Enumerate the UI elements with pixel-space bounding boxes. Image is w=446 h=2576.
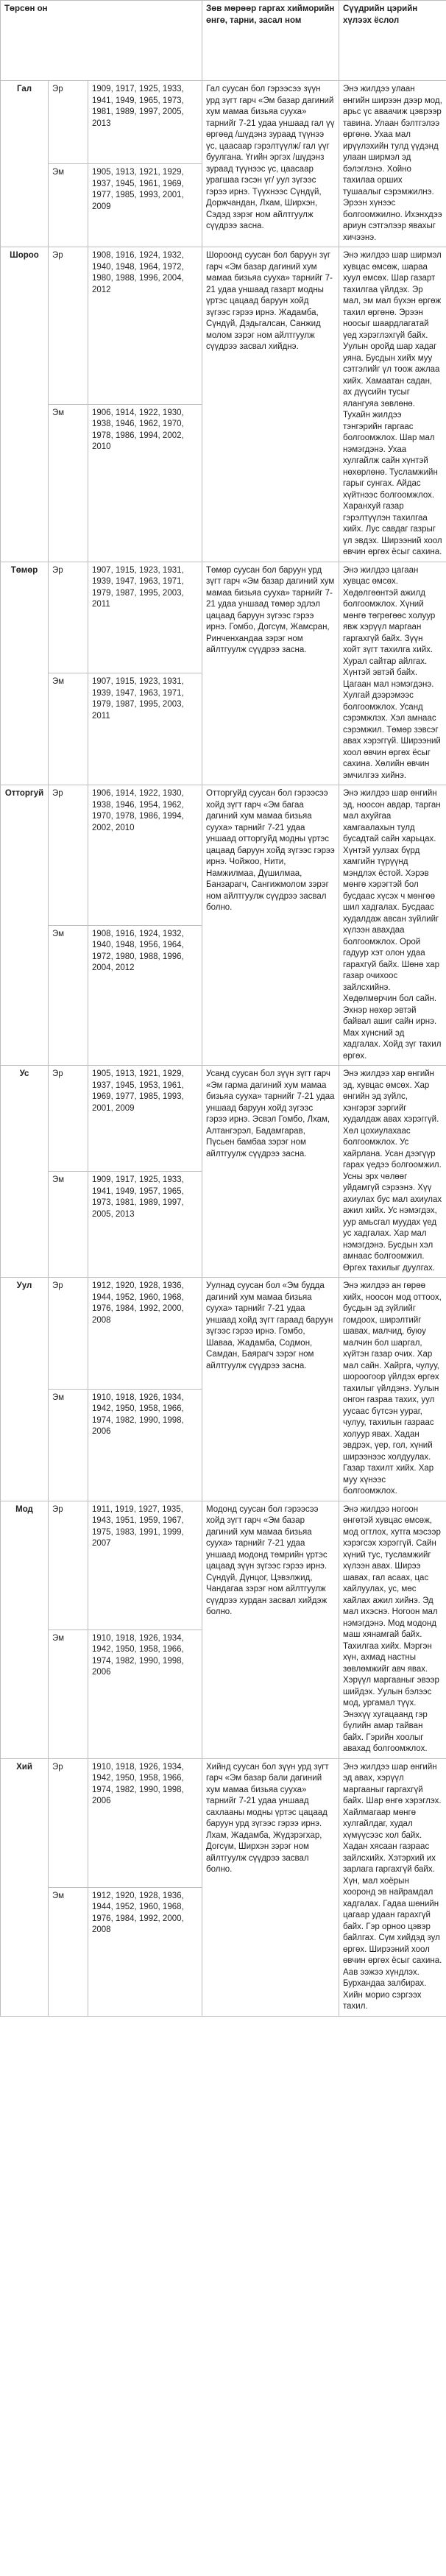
element-row-male (1, 562, 446, 673)
element-name: Шороо (1, 247, 49, 562)
years-male: 1909, 1917, 1925, 1933, 1941, 1949, 1965, 1973, 1981, 1989, 1997, 2005, 2013 (88, 81, 202, 164)
gender-label-male: Эр (49, 247, 88, 405)
element-row-male (1, 247, 446, 405)
years-female: 1905, 1913, 1921, 1929, 1937, 1945, 1961, 1969, 1977, 1985, 1993, 2001, 2009 (88, 164, 202, 247)
years-female: 1910, 1918, 1926, 1934, 1942, 1950, 1958, 1966, 1974, 1982, 1990, 1998, 2006 (88, 1389, 202, 1501)
ritual-description: Отторгуйд суусан бол гэрээсээ хойд зүгт гарч «Эм багаа дагиний хум мамаа бизьяа сууха» тарнийг 7-21 удаа уншаад отторгуйд модны үртэс цацаад баруун хойд зүгээс гэрээ ирнэ. Чойжоо, Нити, Намжилмаа, Дүшилмаа, Банзарагч, Сангижмолом зэрэг ном айлтгуулж сүүдрээ засвал болно. (202, 785, 339, 1066)
gender-label-male: Эр (49, 785, 88, 926)
header-desc: Зөв мөрөөр гаргах хийморийн өнгө, тарни, засал ном (202, 1, 339, 81)
element-row-male (1, 1278, 446, 1390)
gender-label-male: Эр (49, 81, 88, 164)
years-male: 1906, 1914, 1922, 1930, 1938, 1946, 1954, 1962, 1970, 1978, 1986, 1994, 2002, 2010 (88, 785, 202, 926)
years-male: 1912, 1920, 1928, 1936, 1944, 1952, 1960, 1968, 1976, 1984, 1992, 2000, 2008 (88, 1278, 202, 1390)
element-row-male (1, 1758, 446, 1887)
years-female: 1908, 1916, 1924, 1932, 1940, 1948, 1956, 1964, 1972, 1980, 1988, 1996, 2004, 2012 (88, 925, 202, 1066)
ritual-description: Төмөр суусан бол баруун урд зүгт гарч «Эм базар дагиний хум мамаа бизьяа сууха» тарнийг 7-21 удаа уншаад төмөр эдлэл цацаад баруун зүгээс гэрээ ирнэ. Гомбо, Догсүм, Жамсран, Ринченхандаа зэрэг ном айлтгуулж сүүдрээ засна. (202, 562, 339, 785)
header-element: Төрсөн он (1, 1, 202, 81)
element-name: Гал (1, 81, 49, 247)
gender-label-female: Эм (49, 164, 88, 247)
element-row-male (1, 785, 446, 926)
element-name: Мод (1, 1501, 49, 1758)
years-male: 1907, 1915, 1923, 1931, 1939, 1947, 1963, 1971, 1979, 1987, 1995, 2003, 2011 (88, 562, 202, 673)
header-worship: Сүүдрийн цэрийн хүлээх ёслол (339, 1, 446, 81)
gender-label-female: Эм (49, 1172, 88, 1278)
gender-label-female: Эм (49, 1389, 88, 1501)
element-row-male (1, 81, 446, 164)
years-male: 1911, 1919, 1927, 1935, 1943, 1951, 1959, 1967, 1975, 1983, 1991, 1999, 2007 (88, 1501, 202, 1630)
years-male: 1910, 1918, 1926, 1934, 1942, 1950, 1958, 1966, 1974, 1982, 1990, 1998, 2006 (88, 1758, 202, 1887)
ritual-description: Уулнад суусан бол «Эм будда дагиний хум мамаа бизьяа сууха» тарнийг 7-21 удаа уншаад хойд зүгт гараад баруун зүгээс гэрээ ирнэ. Гомбо, Шаваа, Жадамба, Содмон, Самдан, Баярагч зэрэг ном айлтгуулж сүүдрээ засна. (202, 1278, 339, 1501)
ritual-description: Модонд суусан бол гэрээсээ хойд зүгт гарч «Эм базар дагиний хум мамаа бизьяа сууха» тарнийг 7-21 удаа уншаад модонд төмрийн үртэс цацаад зүүн зүгээс гэрээ ирнэ. Сүндүй, Дүнцог, Цэвэлжид, Чандагаа зэрэг ном айлтгуулж сүүдрээ хурдан засвал хийдэж болно. (202, 1501, 339, 1758)
element-name: Төмөр (1, 562, 49, 785)
gender-label-female: Эм (49, 404, 88, 562)
element-name: Уул (1, 1278, 49, 1501)
ritual-description: Хийнд суусан бол зүүн урд зүгт гарч «Эм базар бали дагиний хум мамаа бизьяа сууха» тарнийг 7-21 удаа уншаад сахлааны модны үртэс цацаад баруун урд зүгээс гэрээ ирнэ. Лхам, Жадамба, Жүдзрэгхар, Догсүм, Ширхэн зэрэг ном айлтгуулж сүүдрээ засвал болно. (202, 1758, 339, 2016)
worship-description: Энэ жилдээ улаан өнгийн ширээн дээр мод, арьс үс аваачиж цэврээр тавина. Улаан бэлтгэлээ өргөнө. Ухаа мал ирүүлэхийн тулд үүдэнд улаан ширмэл эд бэлэглэнэ. Хойно тахилаа орших тушаалыг сэрэмжилнэ. Эрээн хүнээс болгоомжилно. Ихэнхдээ ариун сэтгэлээр явахыг хичээнэ. (339, 81, 446, 247)
gender-label-male: Эр (49, 1278, 88, 1390)
ritual-description: Усанд суусан бол зүүн зүгт гарч «Эм гарма дагиний хум мамаа бизьяа сууха» тарнийг 7-21 удаа уншаад баруун хойд зүгээс гэрээ ирнэ. Эсвэл Гомбо, Лхам, Алтангэрэл, Бадамгарав, Пүсьен бамбаа зэрэг ном айлтгуулж сүүдрээ засна. (202, 1066, 339, 1278)
gender-label-male: Эр (49, 1501, 88, 1630)
years-male: 1905, 1913, 1921, 1929, 1937, 1945, 1953, 1961, 1969, 1977, 1985, 1993, 2001, 2009 (88, 1066, 202, 1172)
gender-label-female: Эм (49, 1887, 88, 2016)
worship-description: Энэ жилдээ ан гөрөө хийх, ноосон мод оттоох, бусдын эд зүйлийг гомдоох, ширэлтийг шавах, малчид, буюу малчин бол шаргал, хүйтэн газар очих. Хар мал сайн. Хайрга, чулуу, шороогоор үйлдэх өргөх тахилыг үйлдэнэ. Уулын онгон газраа тахих, уул уусаас бүтсэн уураг, чулуу, тахилын газраас холуур явах. Хадан эвдрэх, үер, гол, хүний ширээнээс холдуулах. Газар тахилт хийх. Хар муу хүнээс болгоомжлох. (339, 1278, 446, 1501)
years-female: 1906, 1914, 1922, 1930, 1938, 1946, 1962, 1970, 1978, 1986, 1994, 2002, 2010 (88, 404, 202, 562)
table-body (1, 81, 446, 2017)
years-female: 1907, 1915, 1923, 1931, 1939, 1947, 1963, 1971, 1979, 1987, 1995, 2003, 2011 (88, 673, 202, 785)
gender-label-female: Эм (49, 1630, 88, 1758)
gender-label-male: Эр (49, 1066, 88, 1172)
element-name: Хий (1, 1758, 49, 2016)
years-male: 1908, 1916, 1924, 1932, 1940, 1948, 1964, 1972, 1980, 1988, 1996, 2004, 2012 (88, 247, 202, 405)
ritual-description: Гал суусан бол гэрээсээ зүүн урд зүгт гарч «Эм базар дагиний хум мамаа бизьяа сууха» тарнийг 7-21 удаа уншаад гал үү өргөөд /шүдэнз зураад түүнээ үс, цаасаар гэрэлтүүлж/ гал үүг буулгана. Үгийн эргэх /шүдэнз зураад түүнээс үс, цаасаар урагшаа гэсэн үг/ уул зүгээс гэрээ ирнэ. Түүхнээс Сүндүй, Доржчандан, Лхам, Ширхэн, Сэдэд зэрэг ном айлтгуулж сүүдрээ засна. (202, 81, 339, 247)
worship-description: Энэ жилдээ шар өнгийн эд авах, хэрүүл маргааныг гаргахгүй байх. Шар өнгө хэрэглэх. Хайлмагаар мөнгө хулгайлдаг, худал хүмүүсээс хол байх. Хадан хясаан газраас зайлсхийх. Хэтэрхий их зарлага гаргахгүй байх. Хүн, мал хоёрын хооронд эв найрамдал хадгалах. Гадаа шөнийн цагаар удаан гарахгүй байх. Гэр орноо цэвэр байлгах. Сүм хийдэд зул өргөх. Ширээний хоол өвчин өргөх ёсыг сахина. Аав ээжээ хүндлэх. Бурхандаа залбирах. Хийн морио сэргээх тахил. (339, 1758, 446, 2016)
years-female: 1912, 1920, 1928, 1936, 1944, 1952, 1960, 1968, 1976, 1984, 1992, 2000, 2008 (88, 1887, 202, 2016)
gender-label-female: Эм (49, 925, 88, 1066)
gender-label-male: Эр (49, 562, 88, 673)
element-name: Отторгуй (1, 785, 49, 1066)
years-female: 1909, 1917, 1925, 1933, 1941, 1949, 1957, 1965, 1973, 1981, 1989, 1997, 2005, 2013 (88, 1172, 202, 1278)
header-row (1, 1, 446, 81)
years-female: 1910, 1918, 1926, 1934, 1942, 1950, 1958, 1966, 1974, 1982, 1990, 1998, 2006 (88, 1630, 202, 1758)
worship-description: Энэ жилдээ хар өнгийн эд, хувцас өмсөх. Хар өнгийн эд зүйлс, хэнгэрэг зэргийг худалдаж авах хэрэггүй. Хөл цохиулахаас болгоомжлох. Ус хайрлана. Усан дээгүүр гарах үедээ болгоомжил. Усны эрх чөлөөг уйдамгүй сэрээнэ. Хүү ахиулах бус мал ахиулах ажил хийх. Ус нэмэгдэх, уур амьсгал муудах үед ус хадгалах. Хар мал нэмэгдэнэ. Бусдын хэл амнаас болгоомжил. Өргөх тахилыг дуулгах. (339, 1066, 446, 1278)
gender-label-female: Эм (49, 673, 88, 785)
gender-label-male: Эр (49, 1758, 88, 1887)
element-name: Ус (1, 1066, 49, 1278)
worship-description: Энэ жилдээ шар өнгийн эд, ноосон авдар, тарган мал ахуйгаа хамгаалахын тулд бусадтай сайн харьцах. Хүнтэй уулзах бүрд хамгийн түрүүнд мэндлэх ёстой. Хэрэв мөнгө хэрэгтэй бол бусдаас хүсэх ч мөнгөө шил хадгалах. Бусдаас худалдаж авсан зүйлийг хүлээн авахдаа болгоомжлох. Орой гадуур хэт олон удаа гарахгүй байх. Шөнө хар газар очихоос зайлсхийнэ. Хөдөлмөрчин бол сайн. Эхнэр нөхөр эвтэй байвал ашиг сайн ирнэ. Мах хүнсний эд хадгалах. Хойд зүг тахил өргөх. (339, 785, 446, 1066)
element-row-male (1, 1501, 446, 1630)
worship-description: Энэ жилдээ шар ширмэл хувцас өмсөж, шараа хуул өмсөх. Шар газарт тахилгаа үйлдэх. Эр мал, эм мал бүхэн өргөж тахил өргөнө. Эрээн ноосыг шаардлагатай үед хэрэглэхгүй байх. Уулын оройд шар хадаг уяна. Бусдын хийх муу сэтгэлийг үл тоож ажлаа хийх. Хамаатан садан, ах дүүсийн тусыг ялангуяа зөвлөнө. Тухайн жилдээ тэнгэрийн гаргаас болгоомжлох. Шар мал нэмэгдэнэ. Ухаа хулгайлж сайн хүнтэй нөхөрлөнө. Тусламжийн гарыг сунгах. Айдас хүйтнээс болгоомжлох. Харанхуй газар гэрэлтүүлэн тахилгаа хийх. Лус савдаг газрыг үл эвдэх. Ширээний хоол өвчин өргөх ёсыг сахина. (339, 247, 446, 562)
ritual-description: Шороонд суусан бол баруун зүг гарч «Эм базар дагиний хум мамаа бизьяа сууха» тарнийг 7-21 удаа уншаад газарт модны үртэс цацаад баруун хойд зүгээс гэрээ ирнэ. Жадамба, Сүндүй, Дэдьгалсан, Санжид молом зэрэг ном айлтгуулж сүүдрээ засвал хийднэ. (202, 247, 339, 562)
worship-description: Энэ жилдээ ногоон өнгөтэй хувцас өмсөж, мод огтлох, хутга мэсээр хэрэгсэх хэрэггүй. Сайн хүний тус, тусламжийг хүлээн авах. Ширээ шавах, гал асаах, цас хайлуулах, ус, мөс хайлах ажил хийнэ. Эд мал ихэснэ. Ногоон мал нэмэгдэнэ. Мод модонд маш хянамгай байх. Тахилгаа хийх. Мэргэн хүн, ахмад настны зөвлөмжийг авч явах. Хэрүүл маргааныг эвээр шийдэх. Уулын бэлээс мод, ургамал түүх. Энэхүү хугацаанд гэр бүлийн амар тайван байх. Гэрийн хоолыг авахад болгоомжлох. (339, 1501, 446, 1758)
worship-description: Энэ жилдээ цагаан хувцас өмсөх. Хөдөлгөөнтэй ажилд болгоомжлох. Хүний мөнгө төгрөгөөс холуур явж хэрүүл маргаан гаргахгүй байх. Зүүн хойт зүгт тахилга хийх. Хурал сайтар айлгах. Хүнтэй эвтэй байх. Цагаан мал нэмэгдэнэ. Хулгай дээрэмээс болгоомжлох. Усанд сэрэмжлэх. Хэл амнаас сэрэмжил. Төмөр зэвсэг авах хэрэггүй. Ширээний хоол өвчин өргөх ёсыг сахина. Хөлийн өвчин эмчилгээ хийнэ. (339, 562, 446, 785)
element-row-male (1, 1066, 446, 1172)
